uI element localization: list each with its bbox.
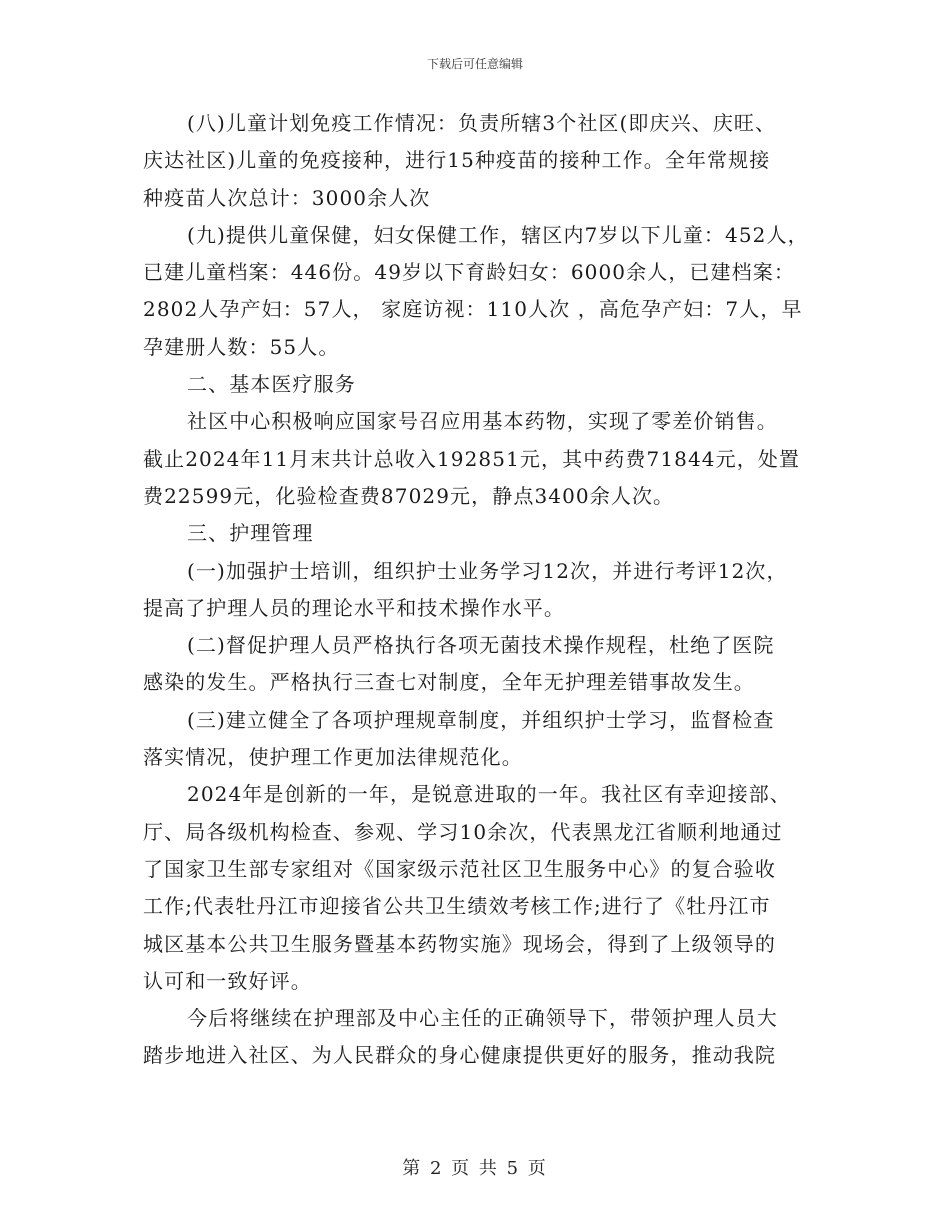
text-line: 认可和一致好评。 (143, 968, 312, 993)
section-heading: 三、护理管理 (187, 521, 314, 546)
text-line: 种疫苗人次总计：3000余人次 (143, 185, 431, 210)
text-line: 提高了护理人员的理论水平和技术操作水平。 (143, 595, 565, 620)
text-line: (三)建立健全了各项护理规章制度，并组织护士学习，监督检查 (187, 707, 775, 732)
text-line: 2802人孕产妇：57人， 家庭访视：110人次 ，高危孕产妇：7人，早 (143, 297, 803, 322)
text-line: 社区中心积极响应国家号召应用基本药物，实现了零差价销售。 (187, 409, 778, 434)
page-number: 第 2 页 共 5 页 (402, 1158, 548, 1179)
text-line: 费22599元，化验检查费87029元，静点3400余人次。 (143, 483, 675, 508)
text-line: 已建儿童档案：446份。49岁以下育龄妇女：6000余人，已建档案： (143, 260, 795, 285)
text-line: 庆达社区)儿童的免疫接种，进行15种疫苗的接种工作。全年常规接 (143, 148, 771, 173)
document-body (143, 105, 815, 1075)
text-line: 城区基本公共卫生服务暨基本药物实施》现场会，得到了上级领导的 (143, 931, 776, 956)
text-line: 厅、局各级机构检查、参观、学习10余次，代表黑龙江省顺利地通过 (143, 819, 783, 844)
text-line: (八)儿童计划免疫工作情况：负责所辖3个社区(即庆兴、庆旺、 (187, 111, 777, 135)
text-line: 工作;代表牡丹江市迎接省公共卫生绩效考核工作;进行了《牡丹江市 (143, 894, 771, 919)
text-line: 截止2024年11月末共计总收入192851元，其中药费71844元，处置 (143, 446, 801, 471)
text-line: (二)督促护理人员严格执行各项无菌技术操作规程，杜绝了医院 (187, 633, 775, 658)
text-line: 孕建册人数：55人。 (143, 334, 340, 359)
text-line: 2024年是创新的一年，是锐意进取的一年。我社区有幸迎接部、 (187, 782, 791, 807)
text-line: (一)加强护士培训，组织护士业务学习12次，并进行考评12次， (187, 558, 788, 583)
section-heading: 二、基本医疗服务 (187, 372, 356, 397)
text-line: 落实情况，使护理工作更加法律规范化。 (143, 745, 523, 770)
text-line: 踏步地进入社区、为人民群众的身心健康提供更好的服务，推动我院 (143, 1043, 776, 1068)
page-header: 下载后可任意编辑 (426, 57, 523, 71)
text-line: (九)提供儿童保健，妇女保健工作，辖区内7岁以下儿童：452人， (187, 222, 809, 247)
text-line: 今后将继续在护理部及中心主任的正确领导下，带领护理人员大 (187, 1006, 778, 1031)
text-line: 感染的发生。严格执行三查七对制度，全年无护理差错事故发生。 (143, 670, 755, 695)
text-line: 了国家卫生部专家组对《国家级示范社区卫生服务中心》的复合验收 (143, 856, 776, 881)
